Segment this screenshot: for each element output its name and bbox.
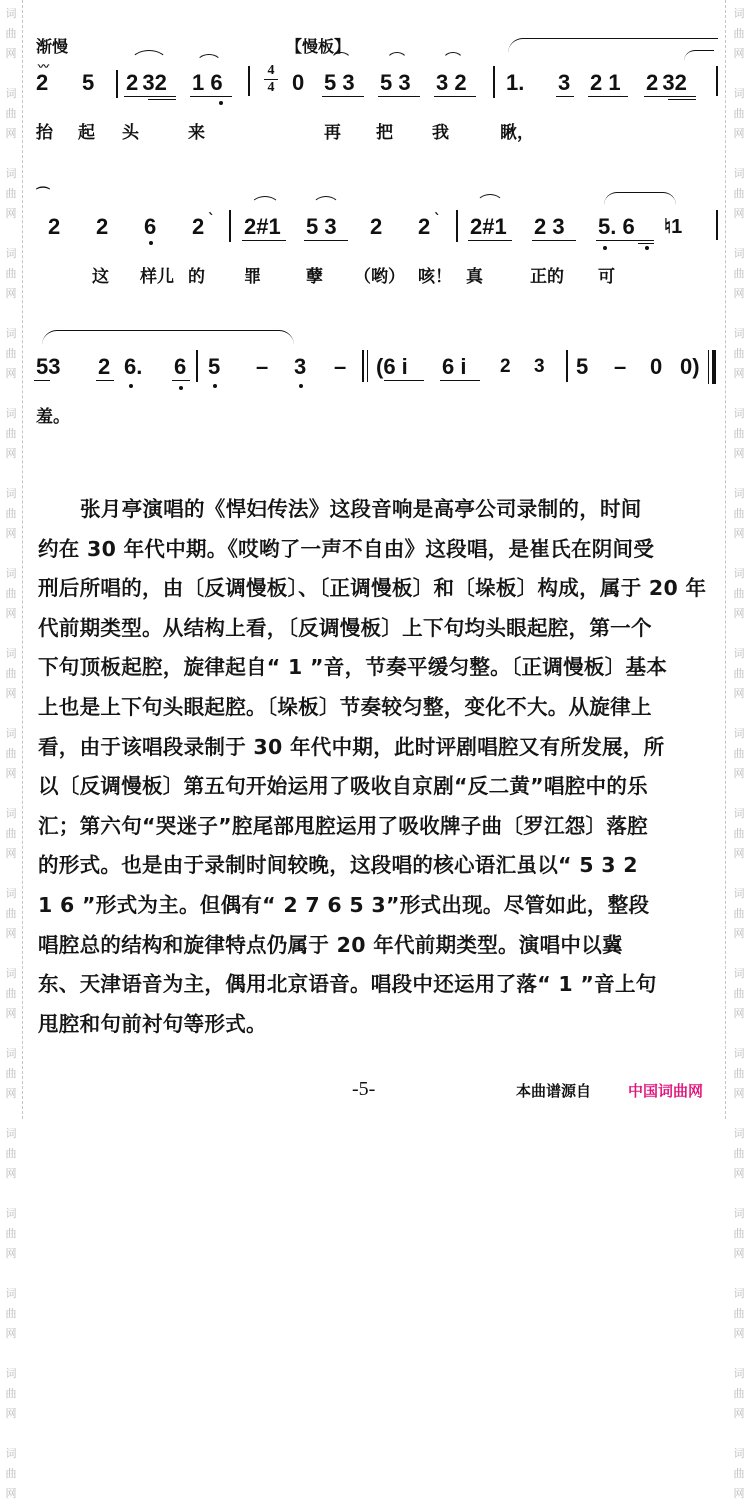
watermark-group [6, 244, 17, 304]
watermark-char: 曲 [5, 1387, 17, 1400]
lyric: 头 [122, 123, 139, 143]
watermark-char: 曲 [5, 507, 17, 520]
note: 6. [124, 354, 143, 379]
note: 2 [418, 214, 431, 239]
watermark-group [6, 884, 17, 944]
watermark-char: 曲 [733, 107, 745, 120]
watermark-char: 词 [5, 647, 17, 660]
text-line: 看，由于该唱段录制于 30 年代中期，此时评剧唱腔又有所发展，所 [38, 734, 665, 759]
watermark-char: 曲 [733, 1387, 745, 1400]
note: 2 [370, 214, 383, 239]
watermark-char: 网 [733, 527, 745, 540]
text-line: 1 6 ”形式为主。但偶有“ 2 7 6 5 3”形式出现。尽管如此，整段 [38, 892, 650, 917]
watermark-char: 词 [733, 567, 745, 580]
watermark-char: 网 [733, 367, 745, 380]
watermark-char: 词 [733, 87, 745, 100]
watermark-group [734, 804, 745, 864]
watermark-char: 曲 [733, 507, 745, 520]
watermark-char: 曲 [5, 907, 17, 920]
watermark-char: 词 [5, 887, 17, 900]
low-octave-dot [603, 246, 607, 250]
watermark-char: 词 [733, 327, 745, 340]
slur [130, 50, 168, 63]
watermark-group [6, 1284, 17, 1344]
barline [367, 350, 368, 382]
watermark-char: 曲 [5, 1147, 17, 1160]
watermark-char: 网 [733, 1167, 745, 1180]
watermark-char: 词 [5, 807, 17, 820]
note-group: 2#1 [244, 214, 281, 239]
lyric: 真 [466, 267, 483, 287]
watermark-char: 曲 [733, 1067, 745, 1080]
watermark-char: 曲 [5, 187, 17, 200]
underline [96, 380, 114, 381]
text-line: 刑后所唱的，由〔反调慢板〕、〔正调慢板〕和〔垛板〕构成，属于 20 年 [38, 576, 707, 601]
phrase-slur [42, 330, 294, 345]
watermark-char: 词 [733, 1287, 745, 1300]
final-barline [708, 350, 709, 384]
note-group: 6 i [442, 354, 467, 379]
slur [250, 196, 280, 207]
watermark-char: 曲 [733, 1227, 745, 1240]
watermark-group [6, 804, 17, 864]
watermark-char: 曲 [5, 1467, 17, 1480]
slur [684, 50, 714, 61]
watermark-char: 词 [5, 7, 17, 20]
watermark-char: 曲 [5, 107, 17, 120]
watermark-char: 网 [733, 47, 745, 60]
low-octave-dot [645, 246, 649, 250]
barline [248, 66, 250, 96]
watermark-group [734, 324, 745, 384]
watermark-char: 曲 [733, 267, 745, 280]
low-octave-dot [179, 386, 183, 390]
watermark-group [6, 1364, 17, 1424]
note-group: 53 [36, 354, 61, 379]
note-group: 1 6 [192, 70, 223, 95]
watermark-char: 词 [5, 1047, 17, 1060]
barline [716, 210, 718, 240]
watermark-char: 曲 [5, 267, 17, 280]
lyric: 我 [432, 123, 449, 143]
watermark-char: 网 [5, 207, 17, 220]
watermark-char: 曲 [5, 27, 17, 40]
watermark-char: 网 [733, 1407, 745, 1420]
watermark-char: 曲 [733, 1307, 745, 1320]
watermark-group [734, 964, 745, 1024]
trill-icon: 〰 [38, 60, 49, 73]
watermark-char: 网 [733, 847, 745, 860]
article-paragraph [38, 490, 718, 1044]
watermark-group [734, 1204, 745, 1264]
note-group: 2 1 [590, 70, 621, 95]
underline [384, 380, 424, 381]
underline [668, 99, 696, 100]
dash: – [334, 354, 347, 379]
watermark-char: 网 [5, 287, 17, 300]
watermark-char: 网 [5, 367, 17, 380]
slur [196, 54, 222, 64]
lyric: 抬 [36, 123, 53, 143]
watermark-char: 词 [5, 1447, 17, 1460]
lyric: 这 [92, 267, 109, 287]
note-group: 5 3 [380, 70, 411, 95]
watermark-char: 词 [733, 487, 745, 500]
watermark-char: 词 [733, 1447, 745, 1460]
watermark-char: 词 [5, 87, 17, 100]
slur [442, 52, 464, 62]
watermark-group [734, 244, 745, 304]
watermark-char: 网 [733, 1327, 745, 1340]
underline [638, 243, 654, 244]
underline [434, 96, 476, 97]
watermark-char: 曲 [733, 907, 745, 920]
watermark-char: 词 [733, 1367, 745, 1380]
note-group: 5 3 [324, 70, 355, 95]
note-group: 2 32 [126, 70, 167, 95]
watermark-char: 曲 [5, 427, 17, 440]
watermark-group [6, 724, 17, 784]
watermark-char: 词 [5, 727, 17, 740]
watermark-char: 词 [5, 1127, 17, 1140]
underline [172, 380, 190, 381]
lyric: 咳！ [418, 267, 452, 287]
watermark-char: 网 [5, 847, 17, 860]
note: 5 [576, 354, 589, 379]
watermark-char: 网 [733, 207, 745, 220]
watermark-group [734, 4, 745, 64]
lyric: 罪 [244, 267, 261, 287]
note: 3 [294, 354, 307, 379]
underline [532, 240, 576, 241]
low-octave-dot [219, 101, 223, 105]
text-line: 约在 30 年代中期。《哎哟了一声不自由》这段唱，是崔氏在阴间受 [38, 536, 655, 561]
watermark-char: 网 [5, 1167, 17, 1180]
watermark-group [6, 1124, 17, 1184]
underline [304, 240, 348, 241]
watermark-group [6, 1444, 17, 1504]
note: 2 [96, 214, 109, 239]
slur [604, 192, 676, 205]
watermark-group [6, 564, 17, 624]
dash: – [614, 354, 627, 379]
note: 2 [500, 356, 511, 377]
watermark-char: 曲 [733, 347, 745, 360]
note: 5 [82, 70, 95, 95]
low-octave-dot [149, 241, 153, 245]
watermark-char: 词 [5, 247, 17, 260]
watermark-group [734, 164, 745, 224]
watermark-char: 曲 [5, 827, 17, 840]
watermark-char: 曲 [5, 987, 17, 1000]
note-natural: ♮1 [664, 216, 683, 238]
watermark-char: 网 [5, 447, 17, 460]
watermark-char: 曲 [733, 747, 745, 760]
lyric: 孽 [306, 267, 323, 287]
watermark-char: 网 [733, 1007, 745, 1020]
watermark-char: 网 [5, 1487, 17, 1500]
note: 2 [36, 70, 49, 95]
watermark-char: 网 [5, 1327, 17, 1340]
lyric: 再 [324, 123, 341, 143]
watermark-char: 网 [733, 1487, 745, 1500]
note-group: 2 32 [646, 70, 687, 95]
lyric: 羞。 [36, 407, 70, 427]
watermark-char: 词 [5, 167, 17, 180]
watermark-char: 词 [733, 1127, 745, 1140]
watermark-char: 词 [5, 1287, 17, 1300]
watermark-group [6, 1204, 17, 1264]
note: 6 [144, 214, 157, 239]
watermark-char: 网 [733, 607, 745, 620]
watermark-group [734, 1364, 745, 1424]
lyric: 起 [78, 123, 95, 143]
watermark-char: 网 [5, 1247, 17, 1260]
underline [588, 96, 628, 97]
watermark-char: 词 [733, 247, 745, 260]
watermark-char: 网 [733, 927, 745, 940]
note-group: 5 3 [306, 214, 337, 239]
note-group: 3 2 [436, 70, 467, 95]
grace-stroke-icon: ˋ [434, 212, 441, 228]
text-line: 的形式。也是由于录制时间较晚，这段唱的核心语汇虽以“ 5 3 2 [38, 853, 638, 878]
watermark-char: 网 [5, 607, 17, 620]
slur [476, 194, 504, 205]
watermark-char: 曲 [733, 827, 745, 840]
watermark-char: 词 [5, 327, 17, 340]
watermark-group [734, 1444, 745, 1504]
watermark-char: 网 [733, 1087, 745, 1100]
barline [456, 210, 458, 242]
section-label: 【慢板】 [286, 37, 351, 56]
underline [322, 96, 364, 97]
text-line: 下句顶板起腔，旋律起自“ 1 ”音，节奏平缓匀整。〔正调慢板〕基本 [38, 655, 668, 680]
note: 5 [208, 354, 221, 379]
watermark-char: 网 [733, 1247, 745, 1260]
text-line: 甩腔和句前衬句等形式。 [38, 1011, 267, 1036]
watermark-char: 词 [733, 647, 745, 660]
lyric: 瞅， [500, 123, 534, 143]
watermark-char: 词 [733, 407, 745, 420]
watermark-char: 词 [733, 727, 745, 740]
lyric: 把 [376, 123, 393, 143]
watermark-group [6, 404, 17, 464]
lyric: （哟） [354, 267, 405, 287]
watermark-group [734, 564, 745, 624]
watermark-char: 词 [733, 1207, 745, 1220]
underline [596, 240, 654, 241]
watermark-char: 网 [733, 287, 745, 300]
watermark-char: 网 [5, 1407, 17, 1420]
dash: – [256, 354, 269, 379]
low-octave-dot [299, 384, 303, 388]
watermark-char: 词 [5, 967, 17, 980]
left-watermark-column [0, 0, 22, 1500]
watermark-char: 曲 [733, 667, 745, 680]
time-signature: 4 4 [264, 64, 278, 95]
underline [124, 96, 176, 97]
low-octave-dot [213, 384, 217, 388]
lyric: 来 [188, 123, 205, 143]
watermark-group [734, 1044, 745, 1104]
text-line: 上也是上下句头眼起腔。〔垛板〕节奏较匀整，变化不大。从旋律上 [38, 694, 652, 719]
source-label: 本曲谱源自 [516, 1082, 592, 1100]
barline [116, 70, 118, 98]
barline [196, 350, 198, 382]
rest: 0 [292, 70, 305, 95]
underline [468, 240, 512, 241]
watermark-char: 网 [5, 1007, 17, 1020]
page-number: -5- [352, 1078, 376, 1100]
watermark-group [734, 884, 745, 944]
watermark-char: 网 [733, 127, 745, 140]
note: 2 [98, 354, 111, 379]
watermark-group [734, 1284, 745, 1344]
watermark-group [734, 644, 745, 704]
watermark-char: 曲 [733, 987, 745, 1000]
watermark-char: 曲 [5, 587, 17, 600]
watermark-char: 词 [5, 487, 17, 500]
watermark-char: 词 [733, 167, 745, 180]
watermark-group [6, 84, 17, 144]
watermark-group [6, 164, 17, 224]
watermark-char: 网 [5, 127, 17, 140]
watermark-char: 网 [5, 687, 17, 700]
rest: 0) [680, 354, 700, 379]
left-margin-line [22, 0, 23, 1119]
note-group: 5. 6 [598, 214, 635, 239]
watermark-char: 曲 [5, 1067, 17, 1080]
text-line: 唱腔总的结构和旋律特点仍属于 20 年代前期类型。演唱中以冀 [38, 932, 623, 957]
low-octave-dot [129, 384, 133, 388]
watermark-char: 曲 [733, 1467, 745, 1480]
right-watermark-column [728, 0, 750, 1500]
underline [190, 96, 232, 97]
underline [440, 380, 480, 381]
watermark-group [6, 1044, 17, 1104]
lyric: 样儿 [140, 267, 174, 287]
watermark-group [734, 404, 745, 464]
barline [229, 210, 231, 242]
text-line: 以〔反调慢板〕第五句开始运用了吸收自京剧“反二黄”唱腔中的乐 [38, 774, 648, 799]
text-line: 东、天津语音为主，偶用北京语音。唱段中还运用了落“ 1 ”音上句 [38, 972, 657, 997]
watermark-char: 网 [733, 767, 745, 780]
right-margin-line [725, 0, 726, 1119]
underline [242, 240, 286, 241]
watermark-char: 词 [733, 967, 745, 980]
barline [493, 66, 495, 98]
lyric: 可 [598, 267, 615, 287]
note: 3 [534, 356, 545, 377]
slur [312, 196, 340, 207]
watermark-char: 曲 [733, 27, 745, 40]
tempo-marking: 渐慢 [36, 37, 69, 56]
note-group: 2#1 [470, 214, 507, 239]
watermark-char: 网 [5, 527, 17, 540]
note-group: 2 3 [534, 214, 565, 239]
barline [362, 350, 364, 382]
barline [716, 66, 718, 96]
watermark-group [6, 324, 17, 384]
watermark-char: 曲 [733, 427, 745, 440]
watermark-char: 网 [5, 767, 17, 780]
watermark-char: 词 [733, 1047, 745, 1060]
watermark-char: 曲 [733, 587, 745, 600]
watermark-char: 曲 [733, 187, 745, 200]
watermark-char: 曲 [5, 1227, 17, 1240]
watermark-group [734, 484, 745, 544]
watermark-char: 曲 [733, 1147, 745, 1160]
slur [386, 52, 408, 62]
watermark-char: 词 [5, 407, 17, 420]
watermark-char: 网 [5, 47, 17, 60]
note: 6 [174, 354, 187, 379]
watermark-char: 曲 [5, 747, 17, 760]
underline [378, 96, 420, 97]
watermark-group [734, 1124, 745, 1184]
watermark-char: 曲 [5, 347, 17, 360]
text-line: 汇；第六句“哭迷子”腔尾部甩腔运用了吸收牌子曲〔罗江怨〕落腔 [38, 813, 648, 838]
watermark-char: 网 [733, 687, 745, 700]
watermark-char: 网 [733, 447, 745, 460]
watermark-group [6, 4, 17, 64]
rest: 0 [650, 354, 663, 379]
underline [34, 380, 50, 381]
watermark-char: 词 [733, 807, 745, 820]
underline [644, 96, 696, 97]
note: 2 [48, 214, 61, 239]
note: 2 [192, 214, 205, 239]
watermark-char: 网 [5, 1087, 17, 1100]
underline [148, 99, 176, 100]
watermark-char: 词 [5, 1207, 17, 1220]
watermark-char: 词 [5, 1367, 17, 1380]
source-site-link[interactable]: 中国词曲网 [628, 1082, 704, 1100]
note: 1. [506, 70, 525, 95]
barline [566, 350, 568, 382]
watermark-char: 曲 [5, 667, 17, 680]
lyric: 正的 [530, 267, 564, 287]
grace-stroke-icon: ˋ [208, 212, 215, 228]
watermark-group [6, 964, 17, 1024]
note-group: (6 i [376, 354, 408, 379]
watermark-char: 词 [733, 887, 745, 900]
note: 3 [558, 70, 571, 95]
text-line: 代前期类型。从结构上看，〔反调慢板〕上下句均头眼起腔，第一个 [38, 615, 652, 640]
watermark-group [734, 724, 745, 784]
phrase-slur [508, 38, 718, 53]
watermark-char: 曲 [5, 1307, 17, 1320]
watermark-char: 词 [5, 567, 17, 580]
final-barline [712, 350, 716, 384]
watermark-group [6, 484, 17, 544]
watermark-group [734, 84, 745, 144]
text-line: 张月亭演唱的《悍妇传法》这段音响是高亭公司录制的，时间 [80, 497, 642, 521]
watermark-char: 词 [733, 7, 745, 20]
watermark-group [6, 644, 17, 704]
underline [556, 96, 574, 97]
watermark-char: 网 [5, 927, 17, 940]
lyric: 的 [188, 267, 205, 287]
breath-mark-icon: ⌒ [36, 187, 50, 203]
